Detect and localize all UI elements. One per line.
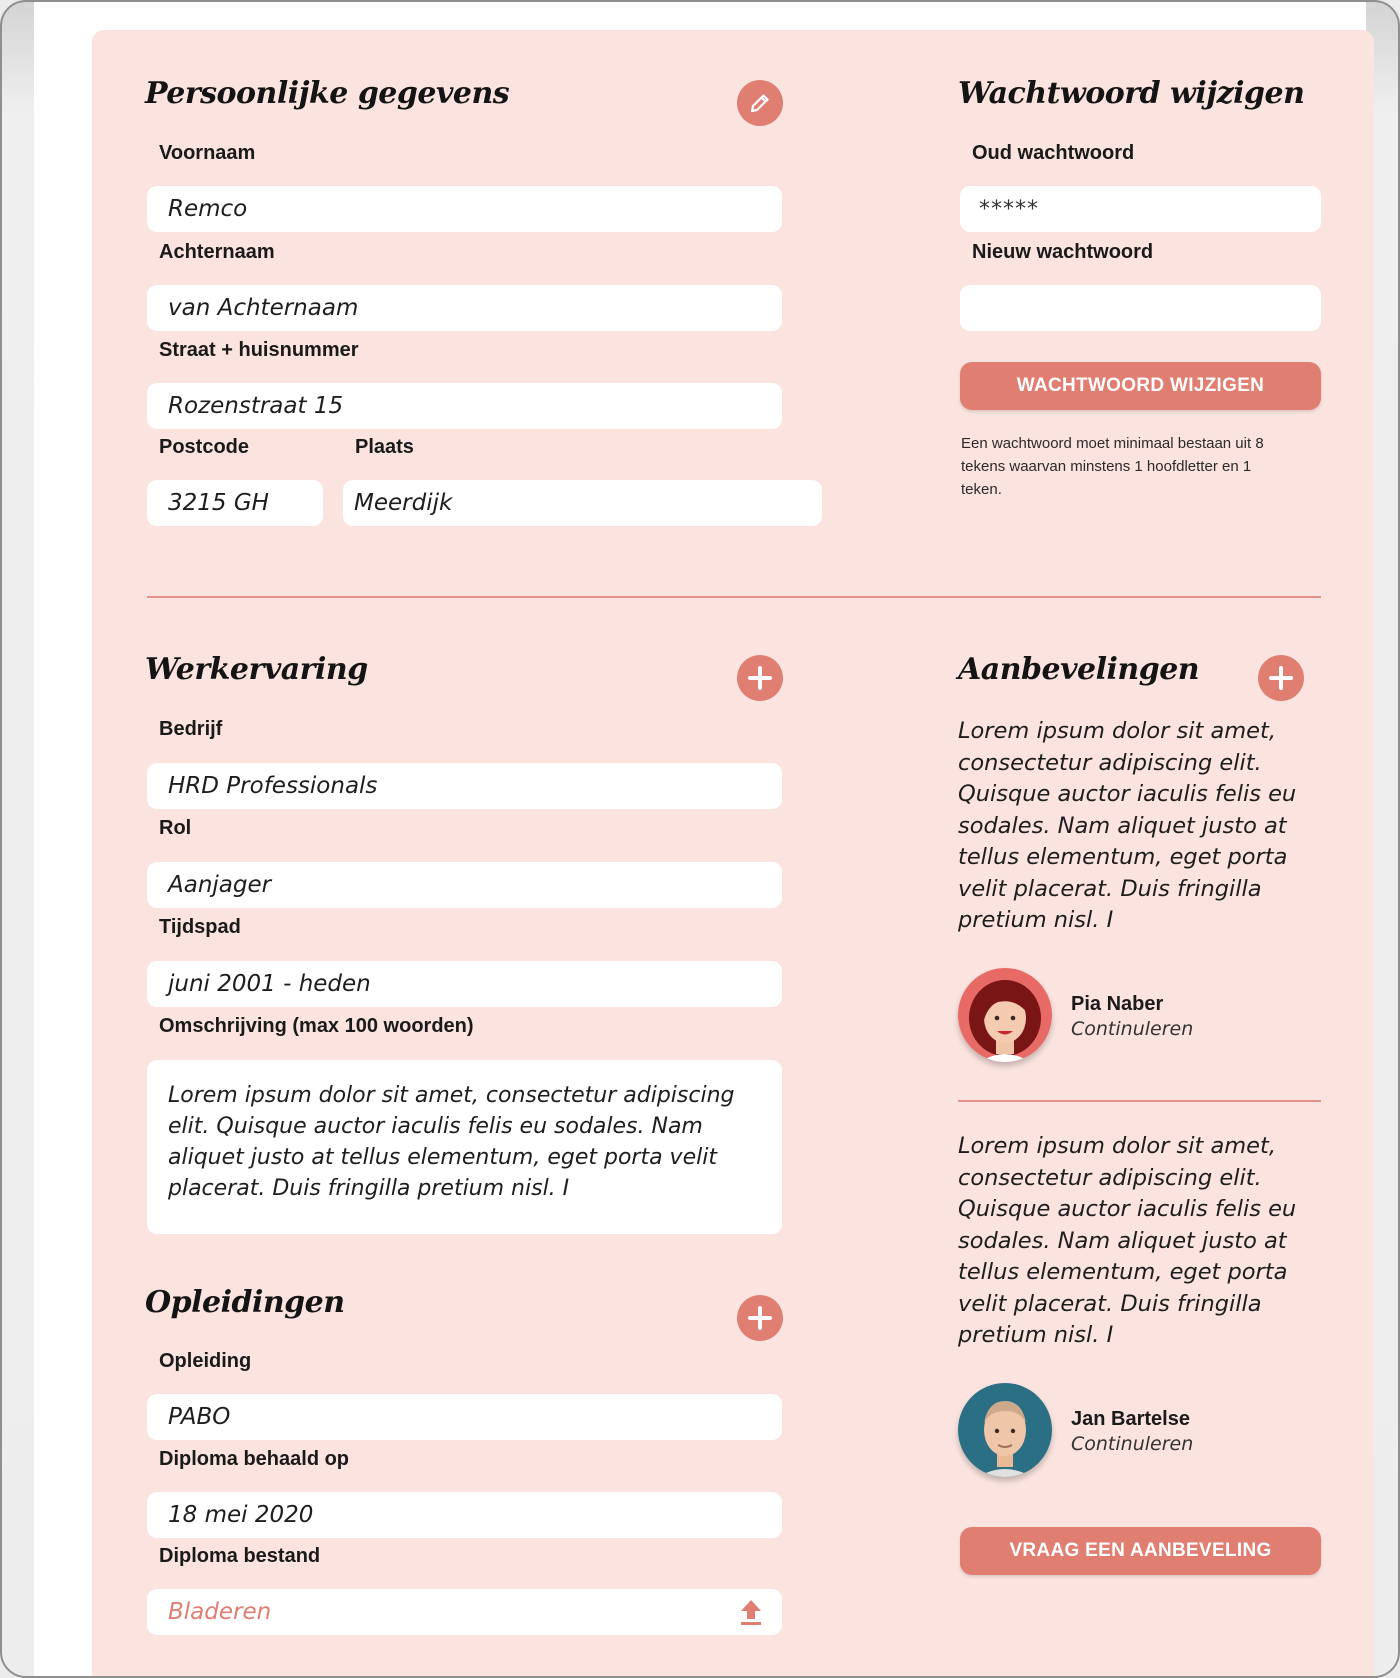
plus-icon: [1268, 665, 1294, 691]
add-experience-button[interactable]: [737, 655, 783, 701]
role-label: Rol: [159, 817, 192, 839]
last-name-label: Achternaam: [159, 241, 275, 263]
recommendation-text-2: Lorem ipsum dolor sit amet, consectetur adipiscing elit. Quisque auctor iaculis felis eu sodales. Nam aliquet justo at tellus elementum, eget porta velit placerat. Duis fringilla pretium nisl. I: [958, 1133, 1297, 1348]
recommendations-title: Aanbevelingen: [958, 652, 1200, 687]
recommender-name-2: Jan Bartelse: [1071, 1408, 1190, 1430]
postcode-field[interactable]: 3215 GH: [147, 480, 323, 526]
add-recommendation-button[interactable]: [1258, 655, 1304, 701]
description-label: Omschrijving (max 100 woorden): [159, 1015, 474, 1037]
description-field[interactable]: Lorem ipsum dolor sit amet, consectetur adipiscing elit. Quisque auctor iaculis felis eu sodales. Nam aliquet justo at tellus elementum, eget porta velit placerat. Duis fringilla pretium nisl. I: [147, 1060, 782, 1234]
first-name-field[interactable]: Remco: [147, 186, 782, 232]
profile-card: [92, 30, 1374, 1678]
upload-icon[interactable]: [739, 1598, 763, 1626]
file-placeholder: Bladeren: [168, 1599, 272, 1625]
page-sheet: [34, 2, 1366, 1678]
city-field[interactable]: Meerdijk: [343, 480, 822, 526]
avatar-jan-bartelse: [958, 1383, 1052, 1477]
recommender-role-2: Continuleren: [1071, 1433, 1194, 1455]
pencil-icon: [748, 91, 772, 115]
period-label: Tijdspad: [159, 916, 241, 938]
recommender-2: [1071, 1408, 1193, 1455]
new-password-label: Nieuw wachtwoord: [972, 241, 1154, 263]
add-education-button[interactable]: [737, 1295, 783, 1341]
old-password-field[interactable]: *****: [960, 186, 1321, 232]
recommender-name-1: Pia Naber: [1071, 993, 1164, 1015]
postcode-label: Postcode: [159, 436, 250, 458]
old-password-label: Oud wachtwoord: [972, 142, 1135, 164]
section-divider: [147, 596, 1321, 598]
degree-label: Opleiding: [159, 1350, 252, 1372]
last-name-field[interactable]: van Achternaam: [147, 285, 782, 331]
diploma-date-field[interactable]: 18 mei 2020: [147, 1492, 782, 1538]
plus-icon: [747, 1305, 773, 1331]
street-label: Straat + huisnummer: [159, 339, 359, 361]
password-requirements-note: Een wachtwoord moet minimaal bestaan uit 8 tekens waarvan minstens 1 hoofdletter en 1 teken.: [961, 435, 1264, 498]
new-password-field[interactable]: [960, 285, 1321, 331]
first-name-label: Voornaam: [159, 142, 256, 164]
street-field[interactable]: Rozenstraat 15: [147, 383, 782, 429]
personal-title: Persoonlijke gegevens: [145, 76, 510, 111]
recommendation-text-1: Lorem ipsum dolor sit amet, consectetur adipiscing elit. Quisque auctor iaculis felis eu sodales. Nam aliquet justo at tellus elementum, eget porta velit placerat. Duis fringilla pretium nisl. I: [958, 718, 1297, 933]
education-title: Opleidingen: [145, 1285, 345, 1320]
diploma-file-label: Diploma bestand: [159, 1545, 321, 1567]
company-label: Bedrijf: [159, 718, 223, 740]
role-field[interactable]: Aanjager: [147, 862, 782, 908]
password-title: Wachtwoord wijzigen: [958, 76, 1305, 111]
experience-title: Werkervaring: [145, 652, 368, 687]
recommender-role-1: Continuleren: [1071, 1018, 1194, 1040]
period-field[interactable]: juni 2001 - heden: [147, 961, 782, 1007]
plus-icon: [747, 665, 773, 691]
avatar-pia-naber: [958, 968, 1052, 1062]
recommendation-divider: [958, 1100, 1321, 1102]
degree-field[interactable]: PABO: [147, 1394, 782, 1440]
diploma-date-label: Diploma behaald op: [159, 1448, 350, 1470]
edit-personal-button[interactable]: [737, 80, 783, 126]
diploma-file-field[interactable]: [147, 1589, 782, 1635]
city-label: Plaats: [355, 436, 414, 458]
change-password-button[interactable]: WACHTWOORD WIJZIGEN: [960, 362, 1321, 410]
company-field[interactable]: HRD Professionals: [147, 763, 782, 809]
recommender-1: [1071, 993, 1193, 1040]
request-recommendation-button[interactable]: VRAAG EEN AANBEVELING: [960, 1527, 1321, 1575]
